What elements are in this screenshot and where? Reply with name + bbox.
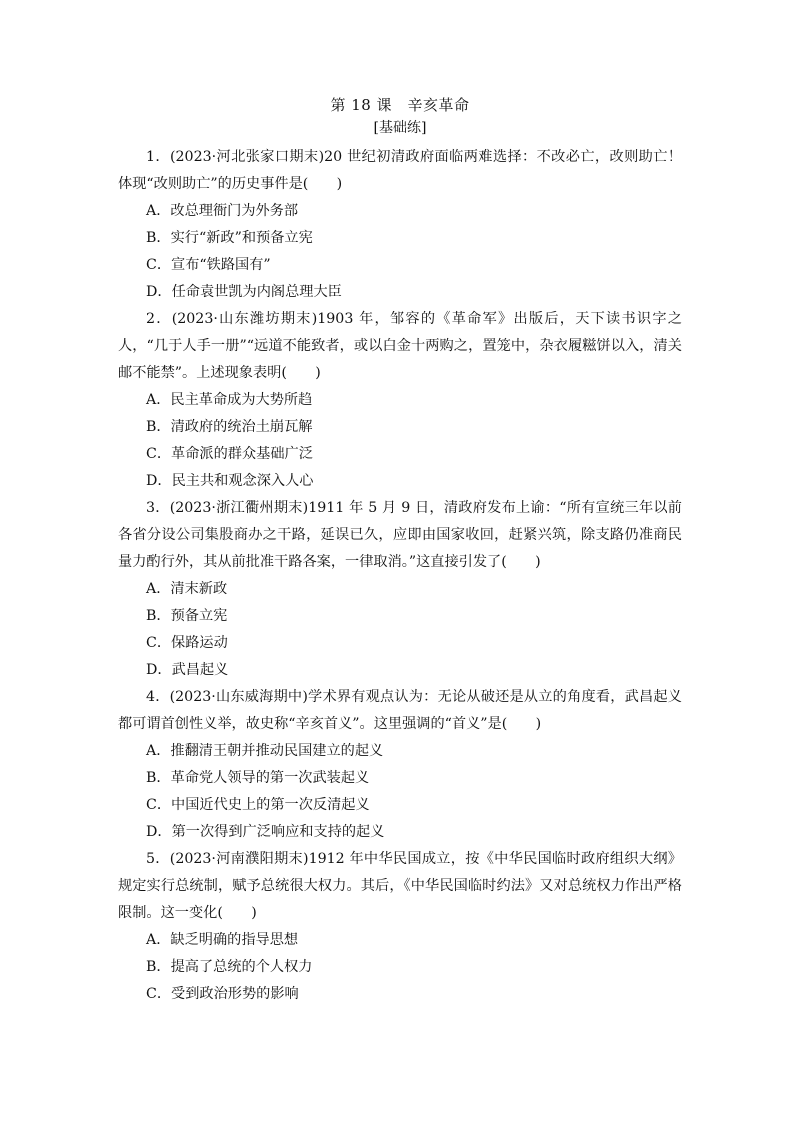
question-3 xyxy=(118,495,682,684)
option-b: B．提高了总统的个人权力 xyxy=(146,959,313,975)
question-stem: 2．(2023·山东潍坊期末)1903 年，邹容的《革命军》出版后，天下读书识字之人，“几于人手一册”“远道不能致者，或以白金十两购之，置笼中，杂衣履糍饼以入，清关邮不能禁”。上述现象表明( ) xyxy=(118,311,682,381)
option-list xyxy=(118,927,682,1008)
question-stem: 4．(2023·山东威海期中)学术界有观点认为：无论从破还是从立的角度看，武昌起义都可谓首创性义举，故史称“辛亥首义”。这里强调的“首义”是( ) xyxy=(118,689,682,732)
option-c: C．革命派的群众基础广泛 xyxy=(146,446,313,462)
option-b: B．实行“新政”和预备立宪 xyxy=(146,230,313,246)
option-b: B．清政府的统治土崩瓦解 xyxy=(146,419,313,435)
option-d: D．武昌起义 xyxy=(146,662,229,678)
question-5 xyxy=(118,846,682,1008)
question-stem: 3．(2023·浙江衢州期末)1911 年 5 月 9 日，清政府发布上谕：“所有宣统三年以前各省分设公司集股商办之干路，延误已久，应即由国家收回，赶紧兴筑，除支路仍准商民量力酌行外，其从前批准干路各案，一律取消。”这直接引发了( ) xyxy=(118,500,682,570)
lesson-title: 第 18 课 辛亥革命 xyxy=(330,96,470,114)
option-c: C．宣布“铁路国有” xyxy=(146,257,271,273)
section-label: [基础练] xyxy=(373,120,427,136)
option-c: C．受到政治形势的影响 xyxy=(146,986,299,1002)
question-4 xyxy=(118,684,682,846)
option-c: C．保路运动 xyxy=(146,635,228,651)
option-list xyxy=(118,198,682,306)
option-a: A．清末新政 xyxy=(146,581,228,597)
question-stem: 1．(2023·河北张家口期末)20 世纪初清政府面临两难选择：不改必亡，改则助亡！体现“改则助亡”的历史事件是( ) xyxy=(118,149,682,192)
option-b: B．预备立宪 xyxy=(146,608,228,624)
question-1 xyxy=(118,144,682,306)
question-2 xyxy=(118,306,682,495)
option-a: A．缺乏明确的指导思想 xyxy=(146,932,299,948)
option-a: A．改总理衙门为外务部 xyxy=(146,203,299,219)
option-c: C．中国近代史上的第一次反清起义 xyxy=(146,797,370,813)
option-a: A．推翻清王朝并推动民国建立的起义 xyxy=(146,743,384,759)
option-list xyxy=(118,576,682,684)
option-a: A．民主革命成为大势所趋 xyxy=(146,392,313,408)
option-d: D．民主共和观念深入人心 xyxy=(146,473,314,489)
option-list xyxy=(118,387,682,495)
option-d: D．第一次得到广泛响应和支持的起义 xyxy=(146,824,385,840)
option-d: D．任命袁世凯为内阁总理大臣 xyxy=(146,284,342,300)
option-b: B．革命党人领导的第一次武装起义 xyxy=(146,770,370,786)
option-list xyxy=(118,738,682,846)
question-stem: 5．(2023·河南濮阳期末)1912 年中华民国成立，按《中华民国临时政府组织大纲》规定实行总统制，赋予总统很大权力。其后，《中华民国临时约法》又对总统权力作出严格限制。这一变化( ) xyxy=(118,851,682,921)
